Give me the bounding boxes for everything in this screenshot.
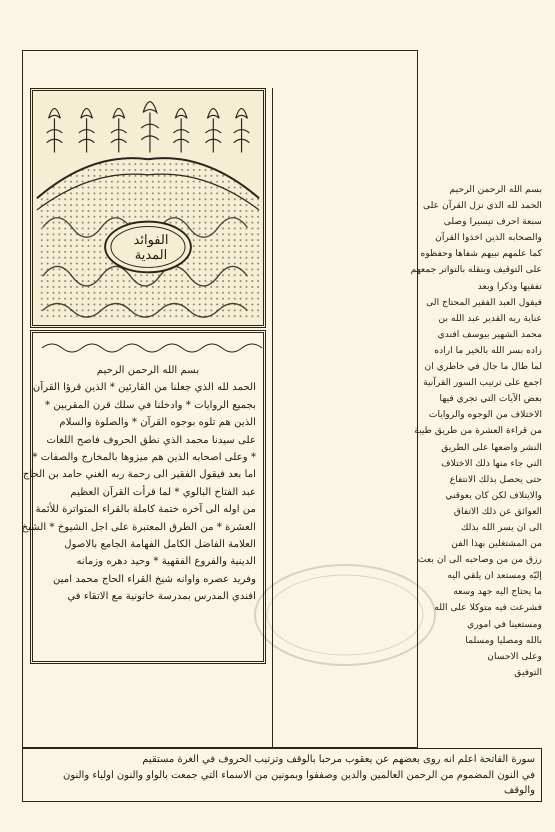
ornament-illumination xyxy=(33,91,263,325)
sidebar-line: من المشتغلين بهذا الفن xyxy=(451,538,542,550)
sidebar-line: اجمع على ترتيب السور القرآنية xyxy=(423,377,542,389)
medallion-line-2: المدية xyxy=(134,248,168,263)
sidebar-line: سبعة احرف تيسيرا وصلى xyxy=(443,216,542,228)
sidebar-line: ما يحتاج اليه جهد وسعه xyxy=(453,586,542,598)
sidebar-line: ومستعينا في اموري xyxy=(467,618,542,630)
sidebar-line: بسم الله الرحمن الرحيم xyxy=(449,184,542,195)
footer-text-band xyxy=(22,748,542,802)
sidebar-line: على التوقيف وبنقله بالتواتر جمعهم xyxy=(410,264,542,276)
sidebar-line: الحمد لله الذي نزل القرآن على xyxy=(422,200,542,212)
sidebar-line: وعلى الاحسان xyxy=(487,650,542,662)
sidebar-line: فشرعت فيه متوكلا على الله xyxy=(434,602,542,614)
sidebar-line: بعض الآيات التي تجري فيها xyxy=(439,393,542,405)
sidebar-line: محمد الشهير بيوسف افندي xyxy=(437,328,542,340)
sidebar-line: كما علمهم نبيهم شفاها وحفظوه xyxy=(420,248,542,260)
main-line: اما بعد فيقول الفقير الى رحمة ربه الغني حامد بن الحاج xyxy=(22,469,256,481)
main-line: عبد الفتاح البالوي * لما قرأت القرآن العظيم xyxy=(70,486,256,498)
main-line: بجميع الروايات * وادخلنا في سلك قرن المقربين * xyxy=(45,399,256,411)
sidebar-line: لما طال ما جال في خاطري ان xyxy=(424,361,542,373)
sidebar-line: الى ان يسر الله بذلك xyxy=(460,521,542,533)
sidebar-line: بالله ومصليا ومسلما xyxy=(465,634,542,646)
sidebar-line: حتى يحصل بذلك الانتفاع xyxy=(449,473,542,485)
main-line: العشرة * من الطرق المعتبرة على اجل الشيوخ * الشيخ xyxy=(21,521,256,533)
main-line: العلامة الفاضل الكامل الفهامة الجامع بالاصول xyxy=(64,539,256,551)
main-text-body xyxy=(21,362,256,606)
footer-line: والوقف xyxy=(504,785,535,796)
main-line: وفريد عصره واوانه شيخ القراء الحاج محمد امين xyxy=(52,573,256,585)
main-line: من اوله الى آخره ختمة كاملة بالقراء المتواترة للأئمة xyxy=(35,504,256,516)
sidebar-line: الاختلاف من الوجوه والروايات xyxy=(428,409,542,421)
sidebar-text-body xyxy=(410,182,542,681)
main-line: بسم الله الرحمن الرحيم xyxy=(96,365,200,376)
sidebar-line: رزق من من وصاحبه الى ان بعث xyxy=(417,554,542,566)
main-line: على سيدنا محمد الذي نطق الحروف فاصح اللغات xyxy=(46,434,256,446)
main-line: الذين هم تلوه بوجوه القرآن * والصلوة والسلام xyxy=(59,417,256,429)
sidebar-text-column xyxy=(410,182,542,748)
main-line: الدينية والفروع الفقهية * وحيد دهره وزمانه xyxy=(76,556,256,568)
main-text-panel xyxy=(21,330,266,664)
sidebar-line: التي جاء منها ذلك الاختلاف xyxy=(441,457,542,469)
column-divider xyxy=(272,88,273,748)
medallion-title xyxy=(101,233,201,263)
main-line: الحمد لله الذي جعلنا من القارئين * الذين قرؤا القرآن xyxy=(32,382,256,394)
main-line: افندي المدرس بمدرسة خاتونية مع الاتقاء في xyxy=(67,591,256,603)
medallion-line-1: الفوائد xyxy=(133,233,169,248)
ornamental-header-panel xyxy=(30,88,266,328)
sidebar-line: زاده بسر الله بالخير ما اراده xyxy=(434,344,542,356)
sidebar-line: إليّه ومستعد ان يلقي اليه xyxy=(447,570,542,582)
sidebar-line: والايتلاف لكن كان يعوقني xyxy=(445,489,542,501)
sidebar-line: من قراءة العشرة من طريق طيبة xyxy=(414,425,542,437)
sidebar-line: فيقول العبد الفقير المحتاج الى xyxy=(426,296,542,308)
sidebar-line: النشر واضعها على الطريق xyxy=(441,441,542,453)
sidebar-line: التوفيق xyxy=(514,666,542,678)
vine-ornament xyxy=(40,341,260,355)
main-line: * وعلى اصحابه الذين هم ميزوها بالمخارج والصفات * xyxy=(32,452,256,464)
footer-line: سورة الفاتحة اعلم انه روى بعضهم عن يعقوب مرحبا بالوقف وترتيب الحروف في الغرة مستقيم xyxy=(142,754,535,765)
sidebar-line: العوائق عن ذلك الاتفاق xyxy=(453,505,542,517)
sidebar-line: والصحابه الذين اخذوا القرآن xyxy=(435,232,542,244)
flower-row xyxy=(47,102,250,153)
footer-line: في النون المضموم من الرحمن العالمين والدين وصففوا وبمونين من الاسماء التي جمعت بالواو والنون اولياء والنون xyxy=(62,769,535,781)
sidebar-line: عناية ربه القدير عبد الله بن xyxy=(438,312,542,324)
sidebar-line: تفقيها وذكرا وبعد xyxy=(477,280,542,292)
